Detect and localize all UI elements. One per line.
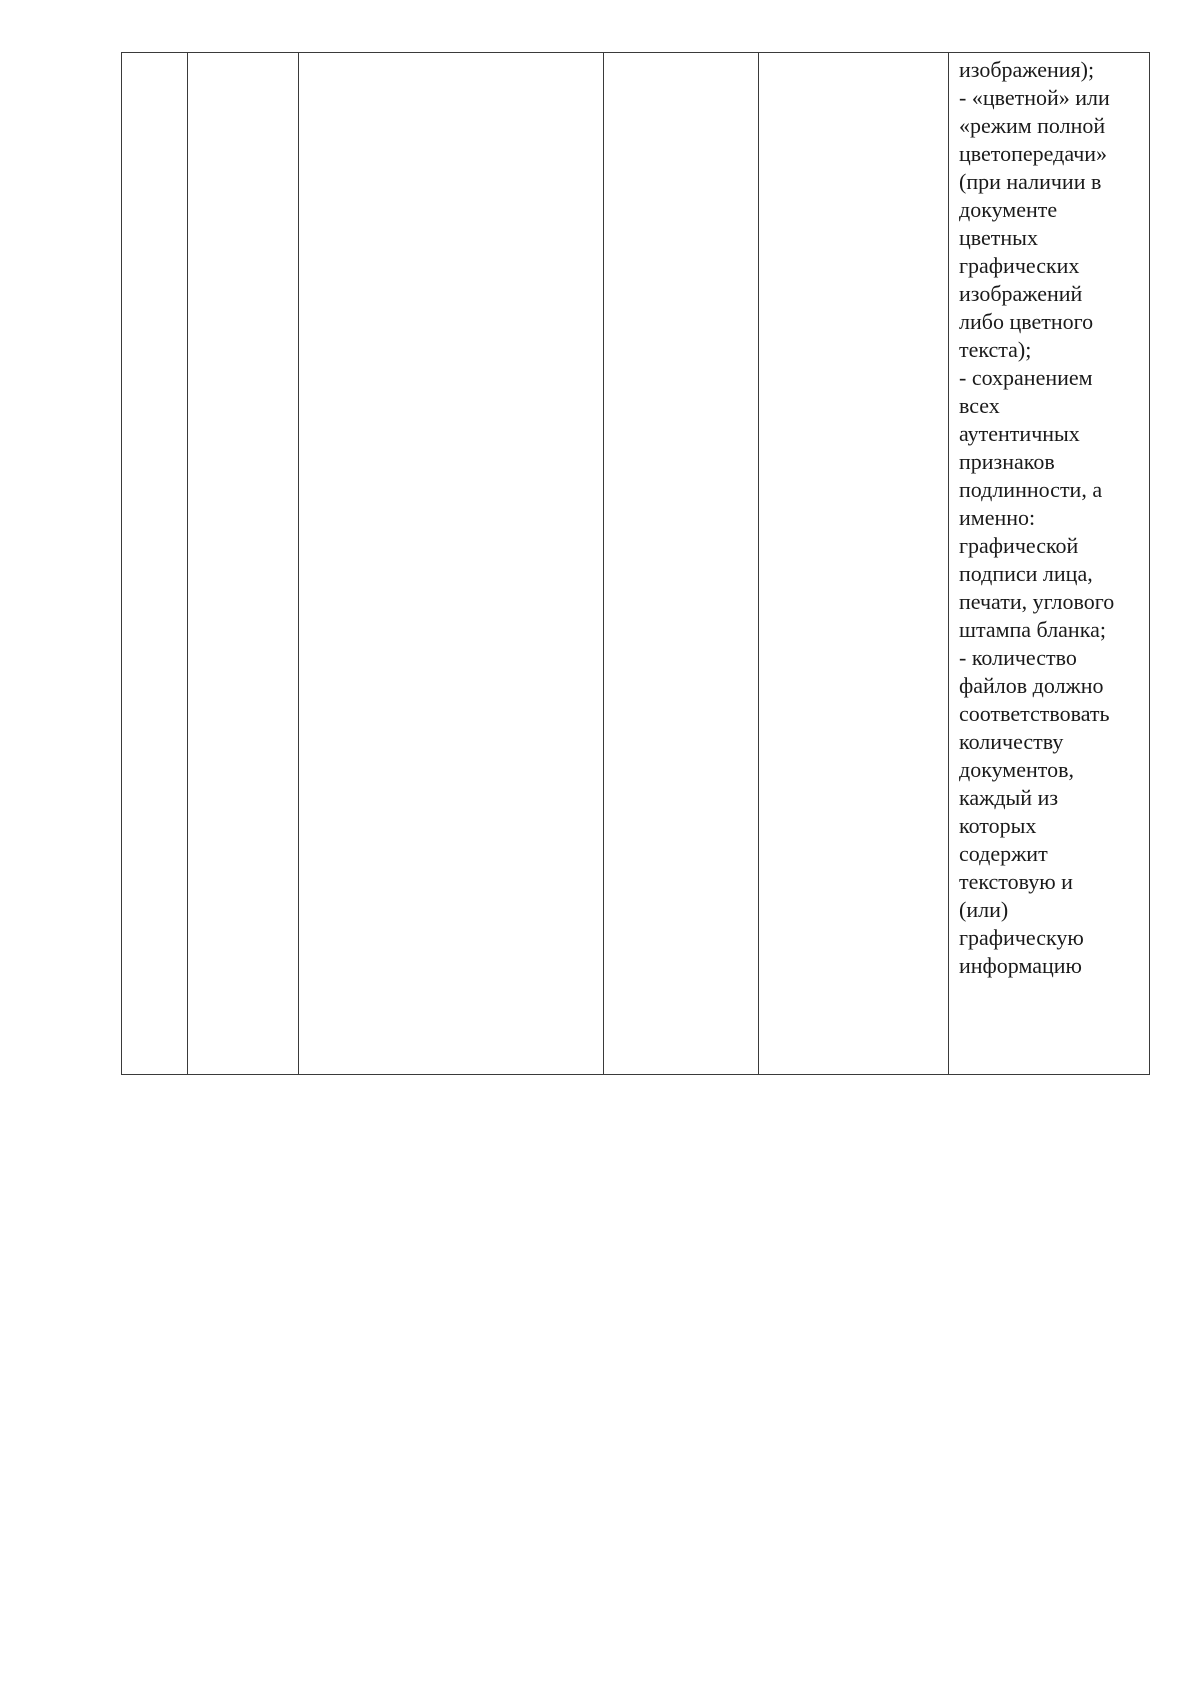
- text-line: всех: [959, 393, 1000, 418]
- text-line: файлов должно: [959, 673, 1104, 698]
- text-line: печати, углового: [959, 589, 1115, 614]
- text-line: признаков: [959, 449, 1055, 474]
- text-line: которых: [959, 813, 1037, 838]
- table-cell-3: [299, 53, 604, 1075]
- text-line: подлинности, а: [959, 477, 1103, 502]
- text-line: (или): [959, 897, 1009, 922]
- text-line: каждый из: [959, 785, 1059, 810]
- text-line: изображения);: [959, 57, 1095, 82]
- requirements-text: [949, 53, 1149, 980]
- text-line: текста);: [959, 337, 1032, 362]
- text-line: «режим полной: [959, 113, 1106, 138]
- text-line: либо цветного: [959, 309, 1094, 334]
- text-line: - сохранением: [959, 365, 1093, 390]
- text-line: изображений: [959, 281, 1083, 306]
- table-row: [122, 53, 1150, 1075]
- text-line: графических: [959, 253, 1080, 278]
- table-cell-number: [122, 53, 188, 1075]
- text-line: графической: [959, 533, 1079, 558]
- text-line: текстовую и: [959, 869, 1073, 894]
- text-line: аутентичных: [959, 421, 1080, 446]
- text-line: документов,: [959, 757, 1074, 782]
- text-line: содержит: [959, 841, 1048, 866]
- text-line: подписи лица,: [959, 561, 1093, 586]
- text-line: штампа бланка;: [959, 617, 1106, 642]
- text-line: графическую: [959, 925, 1084, 950]
- table-cell-2: [188, 53, 299, 1075]
- requirements-table: [121, 52, 1150, 1075]
- text-line: соответствовать: [959, 701, 1110, 726]
- text-line: информацию: [959, 953, 1082, 978]
- text-line: (при наличии в: [959, 169, 1102, 194]
- text-line: количеству: [959, 729, 1064, 754]
- table-cell-4: [604, 53, 759, 1075]
- text-line: цветных: [959, 225, 1038, 250]
- text-line: цветопередачи»: [959, 141, 1108, 166]
- table-cell-5: [759, 53, 949, 1075]
- text-line: - количество: [959, 645, 1077, 670]
- text-line: именно:: [959, 505, 1036, 530]
- text-line: документе: [959, 197, 1058, 222]
- table-cell-requirements: [949, 53, 1150, 1075]
- text-line: - «цветной» или: [959, 85, 1110, 110]
